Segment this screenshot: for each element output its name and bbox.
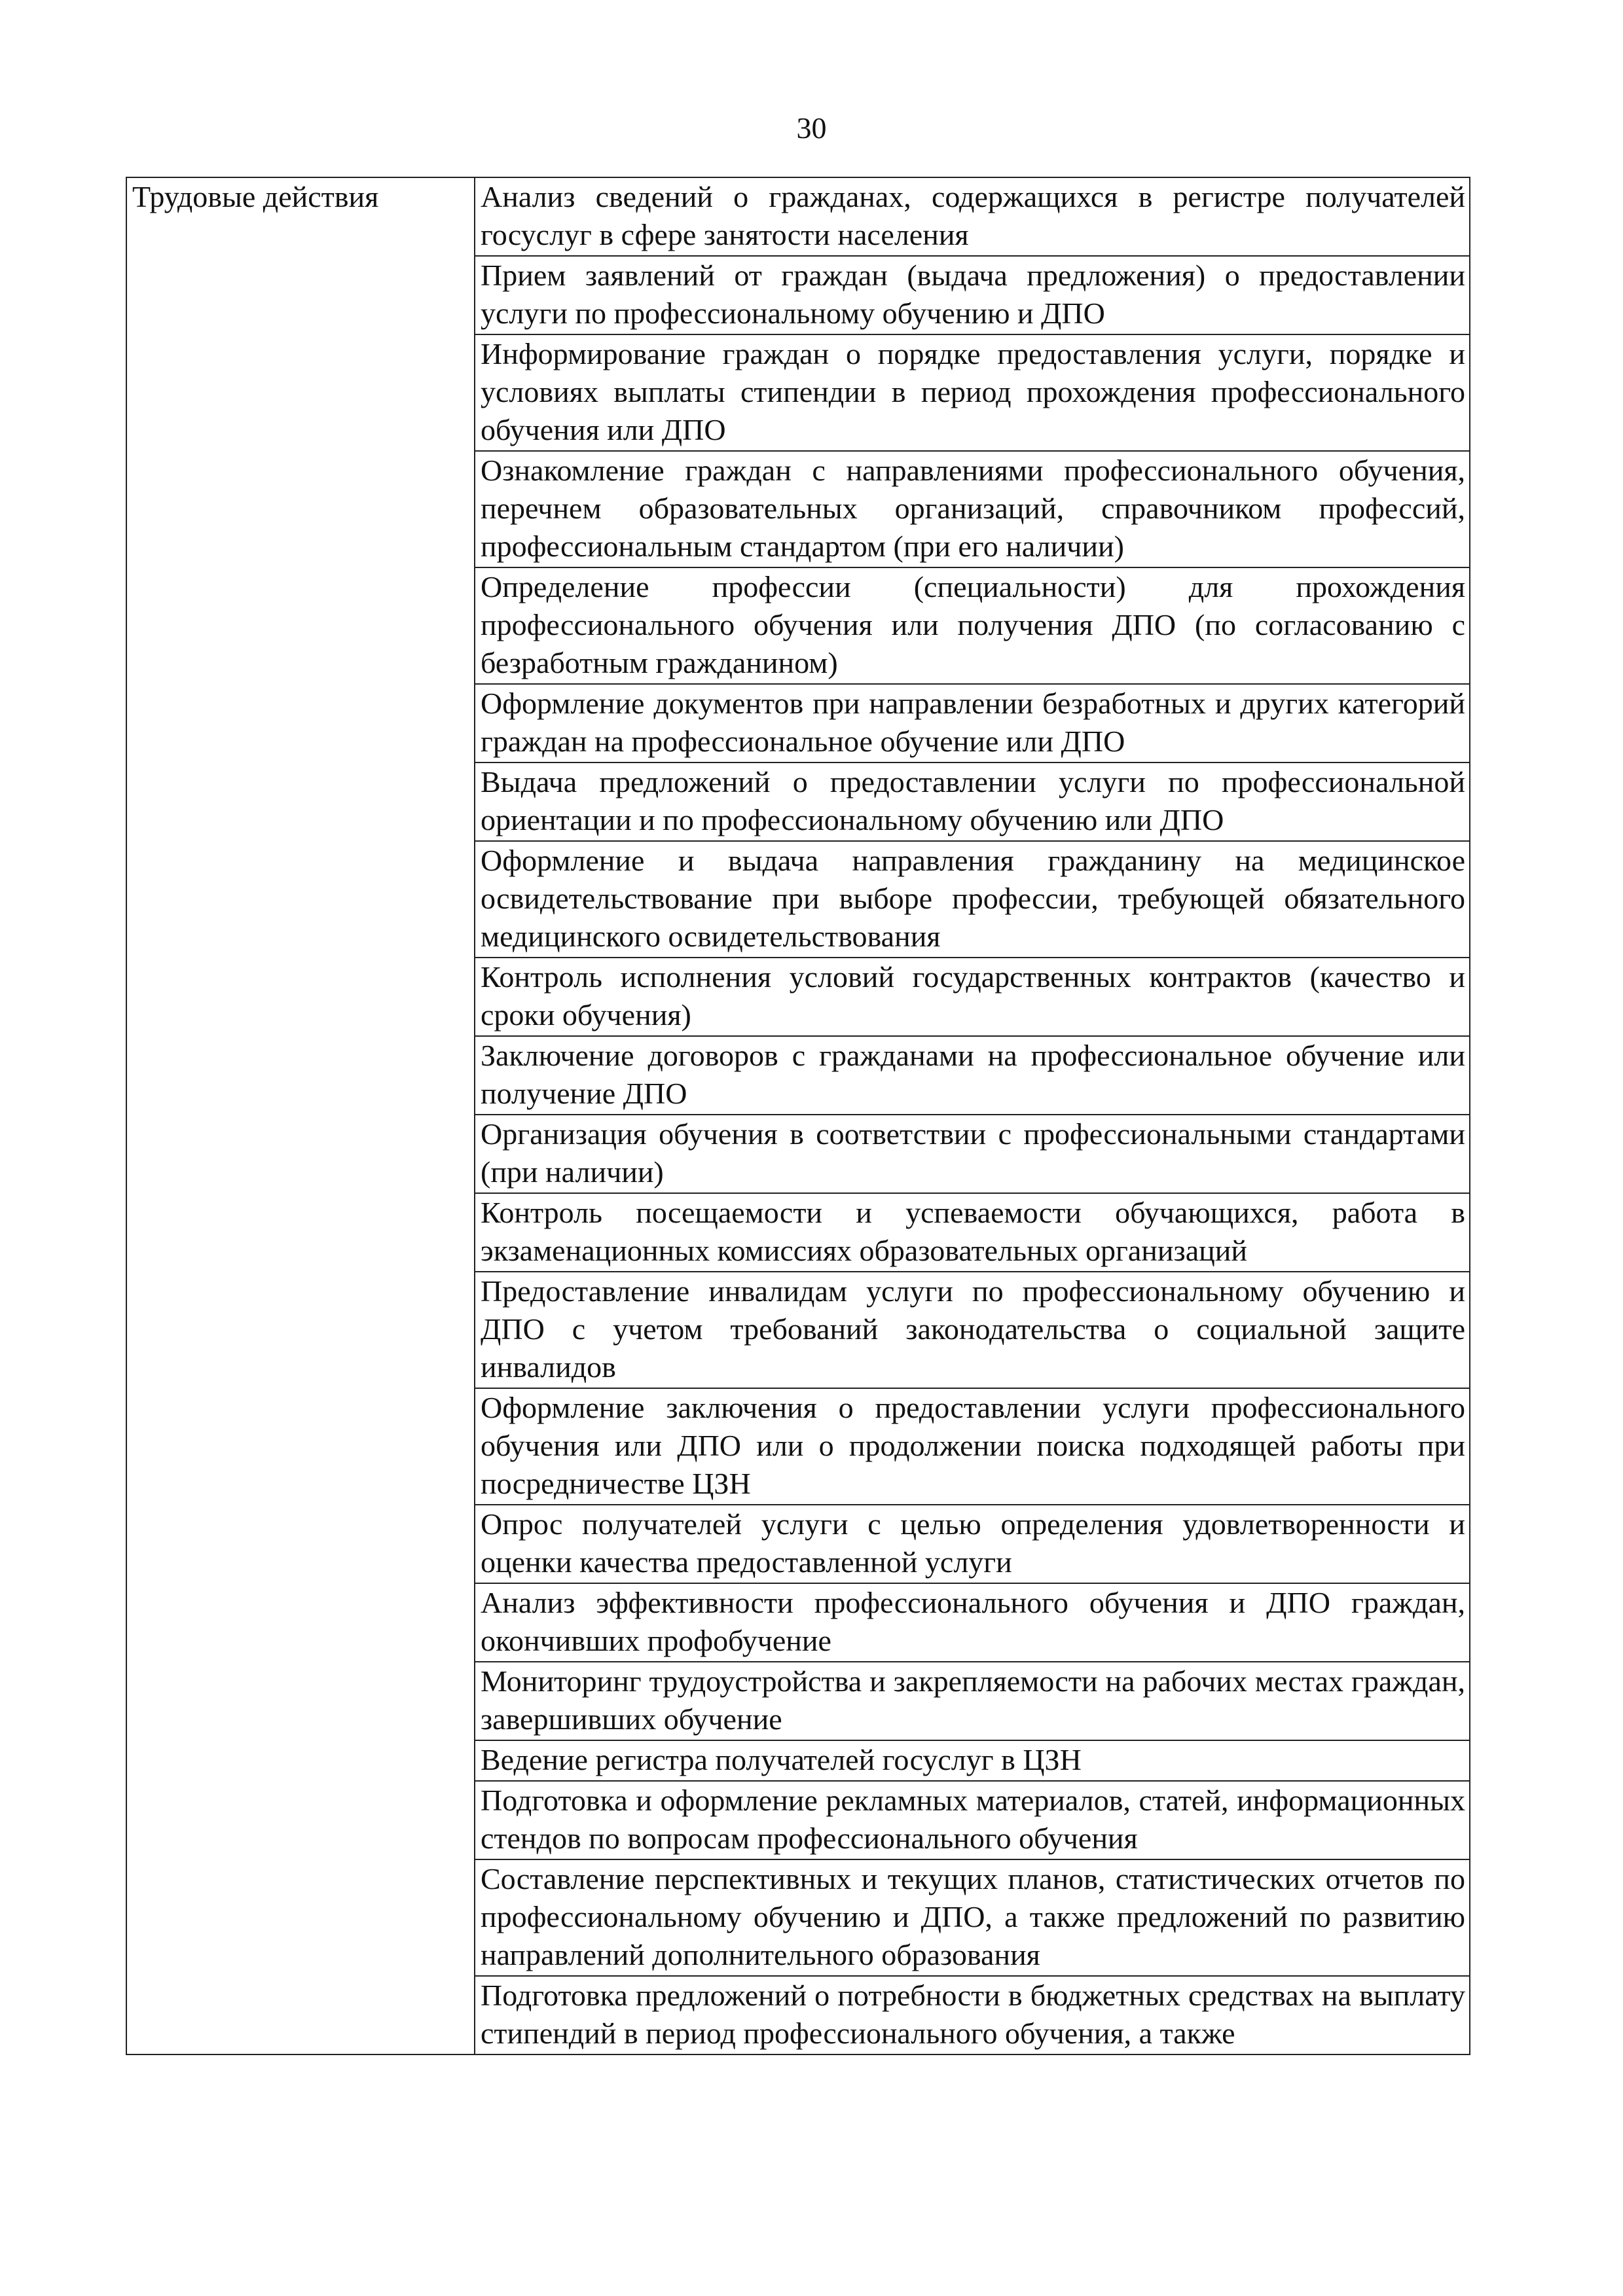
table-cell: Подготовка предложений о потребности в бюджетных средствах на выплату стипендий в период профессионального обучения, а также xyxy=(475,1976,1470,2054)
table-cell: Организация обучения в соответствии с профессиональными стандартами (при наличии) xyxy=(475,1115,1470,1193)
table-cell: Определение профессии (специальности) для прохождения профессионального обучения или получения ДПО (по согласованию с безработным гражданином) xyxy=(475,567,1470,684)
row-label-cell: Трудовые действия xyxy=(126,177,475,2054)
table-cell: Ознакомление граждан с направлениями профессионального обучения, перечнем образовательных организаций, справочником профессий, профессиональным стандартом (при его наличии) xyxy=(475,451,1470,567)
table-cell: Опрос получателей услуги с целью определения удовлетворенности и оценки качества предоставленной услуги xyxy=(475,1505,1470,1583)
table-cell: Прием заявлений от граждан (выдача предложения) о предоставлении услуги по профессиональному обучению и ДПО xyxy=(475,256,1470,334)
table-cell: Заключение договоров с гражданами на профессиональное обучение или получение ДПО xyxy=(475,1036,1470,1115)
table-cell: Предоставление инвалидам услуги по профессиональному обучению и ДПО с учетом требований законодательства о социальной защите инвалидов xyxy=(475,1272,1470,1388)
labor-actions-table xyxy=(126,177,1470,2055)
page-number: 30 xyxy=(796,111,827,145)
table-cell: Информирование граждан о порядке предоставления услуги, порядке и условиях выплаты стипендии в период прохождения профессионального обучения или ДПО xyxy=(475,334,1470,451)
table-cell: Контроль исполнения условий государственных контрактов (качество и сроки обучения) xyxy=(475,958,1470,1036)
table-cell: Оформление заключения о предоставлении услуги профессионального обучения или ДПО или о продолжении поиска подходящей работы при посредничестве ЦЗН xyxy=(475,1388,1470,1505)
table-cell: Анализ эффективности профессионального обучения и ДПО граждан, окончивших профобучение xyxy=(475,1583,1470,1662)
table-cell: Анализ сведений о гражданах, содержащихся в регистре получателей госуслуг в сфере занятости населения xyxy=(475,177,1470,256)
table-cell: Выдача предложений о предоставлении услуги по профессиональной ориентации и по профессиональному обучению или ДПО xyxy=(475,762,1470,841)
table-cell: Мониторинг трудоустройства и закрепляемости на рабочих местах граждан, завершивших обучение xyxy=(475,1662,1470,1740)
table-cell: Оформление документов при направлении безработных и других категорий граждан на профессиональное обучение или ДПО xyxy=(475,684,1470,762)
table-cell: Ведение регистра получателей госуслуг в ЦЗН xyxy=(475,1740,1470,1781)
table-row xyxy=(126,177,1470,256)
table-cell: Контроль посещаемости и успеваемости обучающихся, работа в экзаменационных комиссиях образовательных организаций xyxy=(475,1193,1470,1272)
table-cell: Подготовка и оформление рекламных материалов, статей, информационных стендов по вопросам профессионального обучения xyxy=(475,1781,1470,1859)
table-cell: Оформление и выдача направления гражданину на медицинское освидетельствование при выборе профессии, требующей обязательного медицинского освидетельствования xyxy=(475,841,1470,958)
table-cell: Составление перспективных и текущих планов, статистических отчетов по профессиональному обучению и ДПО, а также предложений по развитию направлений дополнительного образования xyxy=(475,1859,1470,1976)
